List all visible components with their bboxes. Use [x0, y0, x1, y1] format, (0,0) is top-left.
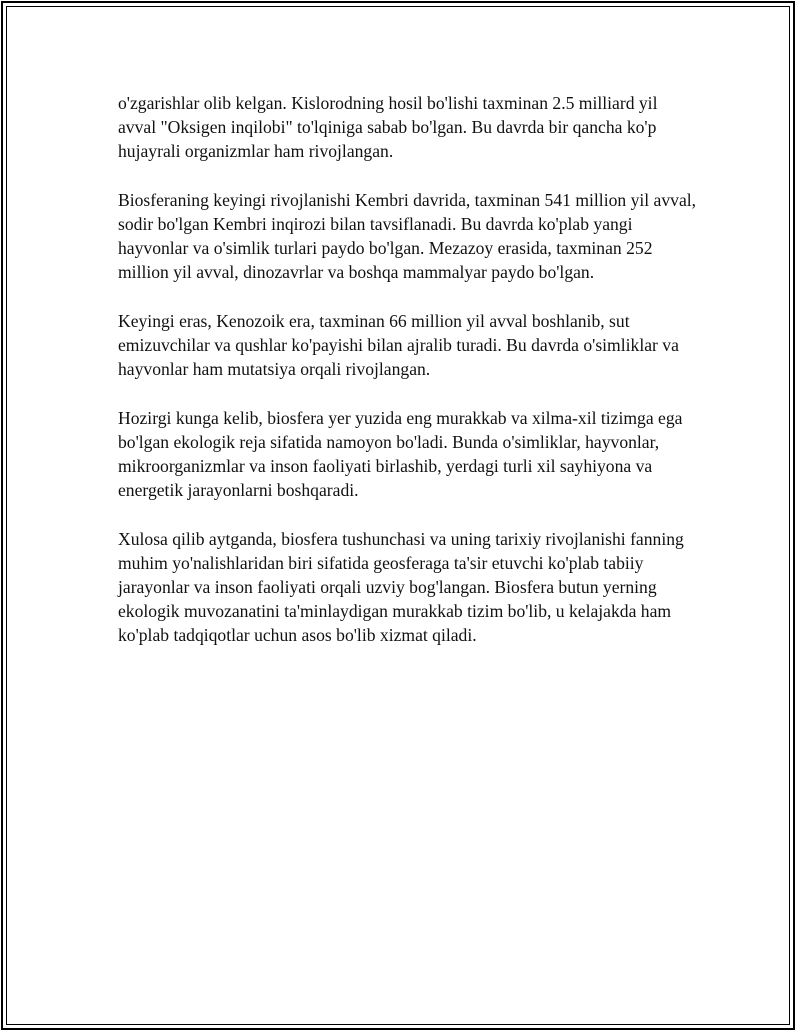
- paragraph-conclusion: Xulosa qilib aytganda, biosfera tushunchasi va uning tarixiy rivojlanishi fanning muhim yo'nalishlaridan biri sifatida geosferaga ta'sir etuvchi ko'plab tabiiy jarayonlar va inson faoliyati orqali uzviy bog'langan. Biosfera butun yerning ekologik muvozanatini ta'minlaydigan murakkab tizim bo'lib, u kelajakda ham ko'plab tadqiqotlar uchun asos bo'lib xizmat qiladi.: [118, 528, 684, 646]
- paragraph-oxygen-revolution: o'zgarishlar olib kelgan. Kislorodning hosil bo'lishi taxminan 2.5 milliard yil avval "Oksigen inqilobi" to'lqiniga sabab bo'lgan. Bu davrda bir qancha ko'p hujayrali organizmlar ham rivojlangan.: [118, 93, 658, 162]
- paragraph-cambrian: Biosferaning keyingi rivojlanishi Kembri davrida, taxminan 541 million yil avval, sodir bo'lgan Kembri inqirozi bilan tavsiflanadi. Bu davrda ko'plab yangi hayvonlar va o'simlik turlari paydo bo'lgan. Mezazoy erasida, taxminan 252 million yil avval, dinozavrlar va boshqa mammalyar paydo bo'lgan.: [118, 189, 697, 283]
- document-body: [118, 91, 698, 672]
- paragraph-cenozoic: Keyingi eras, Kenozoik era, taxminan 66 million yil avval boshlanib, sut emizuvchilar va qushlar ko'payishi bilan ajralib turadi. Bu davrda o'simliklar va hayvonlar ham mutatsiya orqali rivojlangan.: [118, 310, 679, 380]
- paragraph-present-day: Hozirgi kunga kelib, biosfera yer yuzida eng murakkab va xilma-xil tizimga ega bo'lgan ekologik reja sifatida namoyon bo'ladi. Bunda o'simliklar, hayvonlar, mikroorganizmlar va inson faoliyati birlashib, yerdagi turli xil sayhiyona va energetik jarayonlarni boshqaradi.: [118, 407, 683, 501]
